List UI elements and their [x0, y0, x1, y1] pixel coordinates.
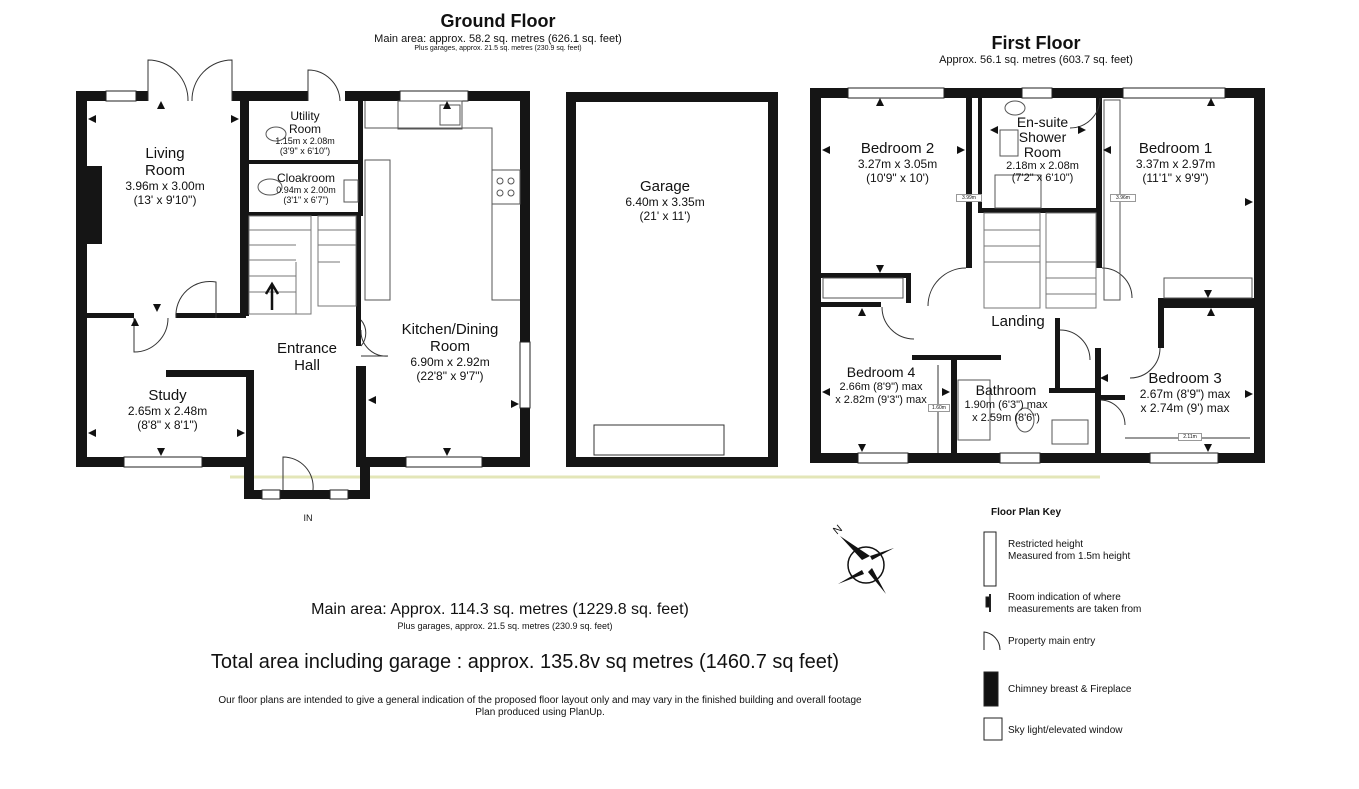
- stair-arrow-icon: [266, 284, 278, 310]
- bedroom-1-label: [1118, 140, 1233, 185]
- entrance-hall-name-2: Hall: [294, 357, 320, 374]
- kitchen-name-2: Room: [429, 338, 470, 355]
- garage-label: [600, 178, 730, 223]
- ensuite-name-1: En-suite: [1016, 114, 1069, 130]
- ensuite-name-2: Shower: [1018, 129, 1067, 145]
- key-item-restricted-height-line-2: Measured from 1.5m height: [1008, 551, 1131, 562]
- cloakroom-label: [262, 172, 350, 205]
- ensuite-name-3: Room: [1023, 144, 1062, 160]
- bedroom-3-dim-2: x 2.74m (9') max: [1140, 401, 1230, 415]
- key-title: Floor Plan Key: [991, 507, 1062, 518]
- disclaimer-line-1: Our floor plans are intended to give a general indication of the proposed floor layout only and may vary in the finished building and overall footage: [218, 695, 862, 706]
- key-item-measurement-line-1: Room indication of where: [1008, 592, 1121, 603]
- key-item-skylight: Sky light/elevated window: [1008, 725, 1123, 736]
- bedroom-2-dim-m: 3.27m x 3.05m: [857, 157, 938, 171]
- entrance-hall-label: [257, 340, 357, 374]
- kitchen-name-1: Kitchen/Dining: [401, 321, 499, 338]
- bedroom-4-label: [826, 364, 936, 407]
- disclaimer-line-2: Plan produced using PlanUp.: [475, 707, 605, 718]
- entry-label: IN: [303, 513, 313, 523]
- living-room-name-1: Living: [145, 145, 185, 162]
- key-item-restricted-height: [1008, 539, 1130, 563]
- study-name: Study: [148, 387, 187, 404]
- ensuite-label: [1000, 115, 1085, 184]
- ensuite-dim-ft: (7'2" x 6'10"): [1011, 172, 1074, 184]
- kitchen-label: [380, 321, 520, 383]
- key-item-main-entry: Property main entry: [1008, 636, 1096, 647]
- summary-main-area: Main area: Approx. 114.3 sq. metres (1229.8 sq. feet): [311, 601, 689, 618]
- ground-floor-title: Ground Floor: [440, 11, 556, 31]
- garage-dim-ft: (21' x 11'): [639, 209, 691, 223]
- bedroom-1-dim-ft: (11'1" x 9'9"): [1142, 171, 1209, 185]
- summary-total: Total area including garage : approx. 135.8v sq metres (1460.7 sq feet): [210, 651, 840, 673]
- bedroom-3-dim-1: 2.67m (8'9") max: [1139, 387, 1231, 401]
- key-icons: [984, 532, 1002, 740]
- key-item-restricted-height-line-1: Restricted height: [1008, 539, 1084, 550]
- summary-garages: Plus garages, approx. 21.5 sq. metres (230.9 sq. feet): [397, 621, 613, 631]
- compass-icon: [838, 536, 894, 594]
- cloakroom-dim-m: 0.94m x 2.00m: [276, 185, 336, 195]
- landing-label: Landing: [991, 313, 1045, 330]
- bedroom-4-name: Bedroom 4: [846, 364, 916, 380]
- study-dim-m: 2.65m x 2.48m: [127, 404, 208, 418]
- garage-dim-m: 6.40m x 3.35m: [625, 195, 705, 209]
- kitchen-dim-ft: (22'8" x 9'7"): [416, 369, 484, 383]
- first-floor-stairs: [984, 213, 1096, 308]
- utility-room-dim-m: 1.15m x 2.08m: [275, 136, 335, 146]
- study-dim-ft: (8'8" x 8'1"): [137, 418, 198, 432]
- living-room-label: [100, 145, 230, 207]
- bedroom-1-name: Bedroom 1: [1138, 140, 1213, 157]
- bedroom-3-name: Bedroom 3: [1148, 370, 1222, 387]
- living-room-name-2: Room: [144, 162, 185, 179]
- key-item-chimney: Chimney breast & Fireplace: [1008, 684, 1132, 695]
- utility-room-name-1: Utility: [290, 109, 320, 123]
- key-item-measurement-line-2: measurements are taken from: [1008, 604, 1142, 615]
- bathroom-dim-1: 1.90m (6'3") max: [964, 399, 1048, 411]
- utility-room-label: [265, 110, 345, 156]
- first-floor-title: First Floor: [991, 33, 1081, 53]
- height-mark-a: 3.99m: [956, 194, 982, 202]
- compass-north-label: N: [831, 522, 845, 538]
- bathroom-label: [956, 382, 1056, 425]
- bedroom-2-label: [840, 140, 955, 185]
- utility-room-dim-ft: (3'9" x 6'10"): [279, 146, 331, 156]
- ground-floor-main-area: Main area: approx. 58.2 sq. metres (626.1 sq. feet): [374, 33, 622, 45]
- height-mark-b: 3.96m: [1110, 194, 1136, 202]
- height-mark-c: 1.60m: [928, 404, 950, 412]
- ground-floor-stairs: [249, 216, 356, 314]
- bedroom-1-dim-m: 3.37m x 2.97m: [1135, 157, 1216, 171]
- study-label: [105, 387, 230, 432]
- bathroom-dim-2: x 2.59m (8'6"): [972, 412, 1040, 424]
- ground-floor-garages: Plus garages, approx. 21.5 sq. metres (230.9 sq. feet): [414, 45, 582, 52]
- bedroom-4-dim-2: x 2.82m (9'3") max: [835, 394, 927, 406]
- utility-room-name-2: Room: [288, 122, 321, 136]
- garage-name: Garage: [639, 178, 691, 195]
- kitchen-dim-m: 6.90m x 2.92m: [410, 355, 490, 369]
- living-room-dim-ft: (13' x 9'10"): [133, 193, 197, 207]
- living-room-dim-m: 3.96m x 3.00m: [125, 179, 205, 193]
- bedroom-2-name: Bedroom 2: [860, 140, 935, 157]
- first-floor-area: Approx. 56.1 sq. metres (603.7 sq. feet): [939, 54, 1133, 66]
- cloakroom-dim-ft: (3'1" x 6'7"): [283, 195, 329, 205]
- bedroom-4-dim-1: 2.66m (8'9") max: [839, 381, 923, 393]
- ensuite-dim-m: 2.18m x 2.08m: [1006, 160, 1079, 172]
- bedroom-2-dim-ft: (10'9" x 10'): [866, 171, 929, 185]
- bedroom-3-label: [1122, 370, 1248, 415]
- height-mark-d: 2.11m: [1178, 433, 1202, 441]
- cloakroom-name: Cloakroom: [276, 171, 336, 185]
- entrance-hall-name-1: Entrance: [276, 340, 338, 357]
- bathroom-name: Bathroom: [975, 382, 1037, 398]
- key-item-measurement: [1008, 592, 1141, 616]
- garage-walls: [566, 92, 778, 467]
